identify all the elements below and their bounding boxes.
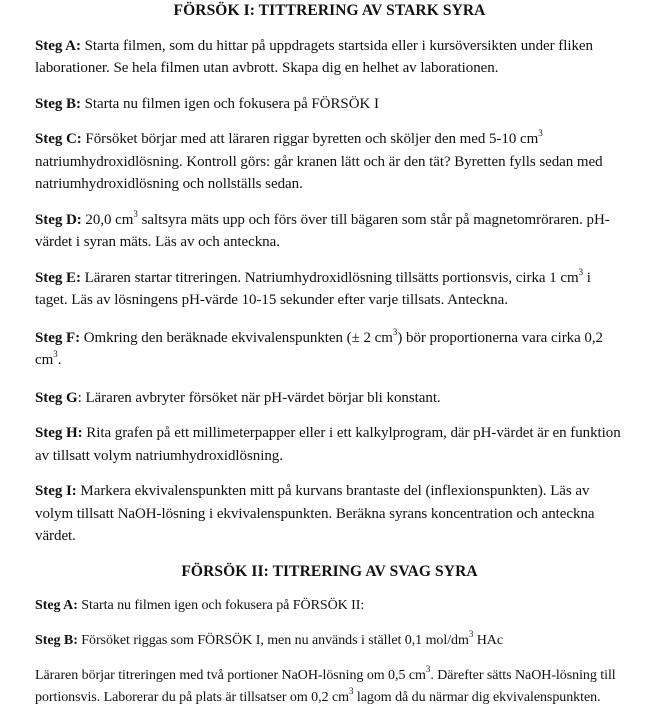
superscript: 3 xyxy=(578,266,584,277)
step-label: Steg G xyxy=(35,389,78,406)
step-1h xyxy=(35,422,624,467)
step-label: Steg D: xyxy=(35,211,82,228)
step-text: Starta nu filmen igen och fokusera på FÖRSÖK II: xyxy=(77,598,365,613)
step-text: Försöket börjar med att läraren riggar byretten och sköljer den med 5-10 cm xyxy=(81,131,539,147)
step-1a xyxy=(35,35,624,80)
step-label: Steg C: xyxy=(35,131,82,147)
step-label: Steg B: xyxy=(35,633,78,648)
step-label: Steg A: xyxy=(35,598,78,613)
step-label: Steg B: xyxy=(35,95,81,112)
step-1c xyxy=(35,128,624,196)
step-label: Steg H: xyxy=(35,425,83,441)
step-1g xyxy=(35,387,624,410)
section-2-title: FÖRSÖK II: TITRERING AV SVAG SYRA xyxy=(181,562,478,580)
step-text: Rita grafen på ett millimeterpapper eller i ett kalkylprogram, där pH-värdet är en funktion av tillsatt volym natriumhydroxidlösning. xyxy=(35,425,621,464)
step-label: Steg A: xyxy=(35,37,81,54)
superscript: 3 xyxy=(468,629,474,639)
step-text: natriumhydroxidlösning. Kontroll görs: går kranen lätt och är den tät? Byretten fylls sedan med natriumhydroxidlösning och nollställs sedan. xyxy=(35,153,603,192)
step-1b xyxy=(35,93,624,116)
step-2a xyxy=(35,595,624,617)
step-label: Steg F: xyxy=(35,329,81,346)
step-label: Steg E: xyxy=(35,269,81,286)
superscript: 3 xyxy=(425,664,431,674)
paragraph-text: Läraren börjar titreringen med två portioner NaOH-lösning om 0,5 cm xyxy=(35,668,426,683)
step-text: HAc xyxy=(473,633,504,648)
superscript: 3 xyxy=(133,208,138,219)
paragraph-text: lagom då du närmar dig ekvivalenspunkten. xyxy=(353,690,601,705)
step-text: Försöket riggas som FÖRSÖK I, men nu används i stället 0,1 mol/dm xyxy=(77,633,469,648)
section-1-title: FÖRSÖK I: TITTRERING AV STARK SYRA xyxy=(173,2,486,19)
step-text: i taget. Läs av lösningens pH-värde 10-15 sekunder efter varje tillsats. Anteckna. xyxy=(35,269,591,308)
superscript: 3 xyxy=(53,349,58,359)
step-text: Omkring den beräknade ekvivalenspunkten (± 2 cm xyxy=(80,329,393,346)
step-text: Starta filmen, som du hittar på uppdragets startsida eller i kursöversikten under fliken laborationer. Se hela filmen utan avbrott. Skapa dig en helhet av laborationen. xyxy=(35,37,593,76)
paragraph-titration xyxy=(35,665,624,709)
step-1e xyxy=(35,267,624,312)
step-text: . xyxy=(57,352,62,368)
step-text: ) bör proportionerna vara cirka 0,2 cm xyxy=(35,329,604,368)
superscript: 3 xyxy=(538,128,543,138)
step-text: Markera ekvivalenspunkten mitt på kurvans brantaste del (inflexionspunkten). Läs av volym tillsatt NaOH-lösning i ekvivalenspunkten. Beräkna syrans koncentration och anteckna värdet. xyxy=(35,483,595,544)
step-1i xyxy=(35,480,624,548)
step-2b xyxy=(35,630,624,652)
step-1f xyxy=(35,327,624,372)
step-text: Läraren startar titreringen. Natriumhydroxidlösning tillsätts portionsvis, cirka 1 cm xyxy=(80,269,579,286)
superscript: 3 xyxy=(348,686,354,696)
step-text: saltsyra mäts upp och förs över till bägaren som står på magnetomröraren. pH-värdet i syran mäts. Läs av och anteckna. xyxy=(35,211,610,250)
paragraph-text: . Därefter sätts NaOH-lösning till portionsvis. Laborerar du på plats är tillsatser om 0,2 cm xyxy=(35,668,616,705)
superscript: 3 xyxy=(392,326,398,337)
step-1d xyxy=(35,209,624,254)
step-text: Starta nu filmen igen och fokusera på FÖRSÖK I xyxy=(80,95,379,112)
step-text: : Läraren avbryter försöket när pH-värdet börjar bli konstant. xyxy=(77,389,441,406)
step-text: 20,0 cm xyxy=(81,211,134,228)
step-label: Steg I: xyxy=(35,483,77,499)
